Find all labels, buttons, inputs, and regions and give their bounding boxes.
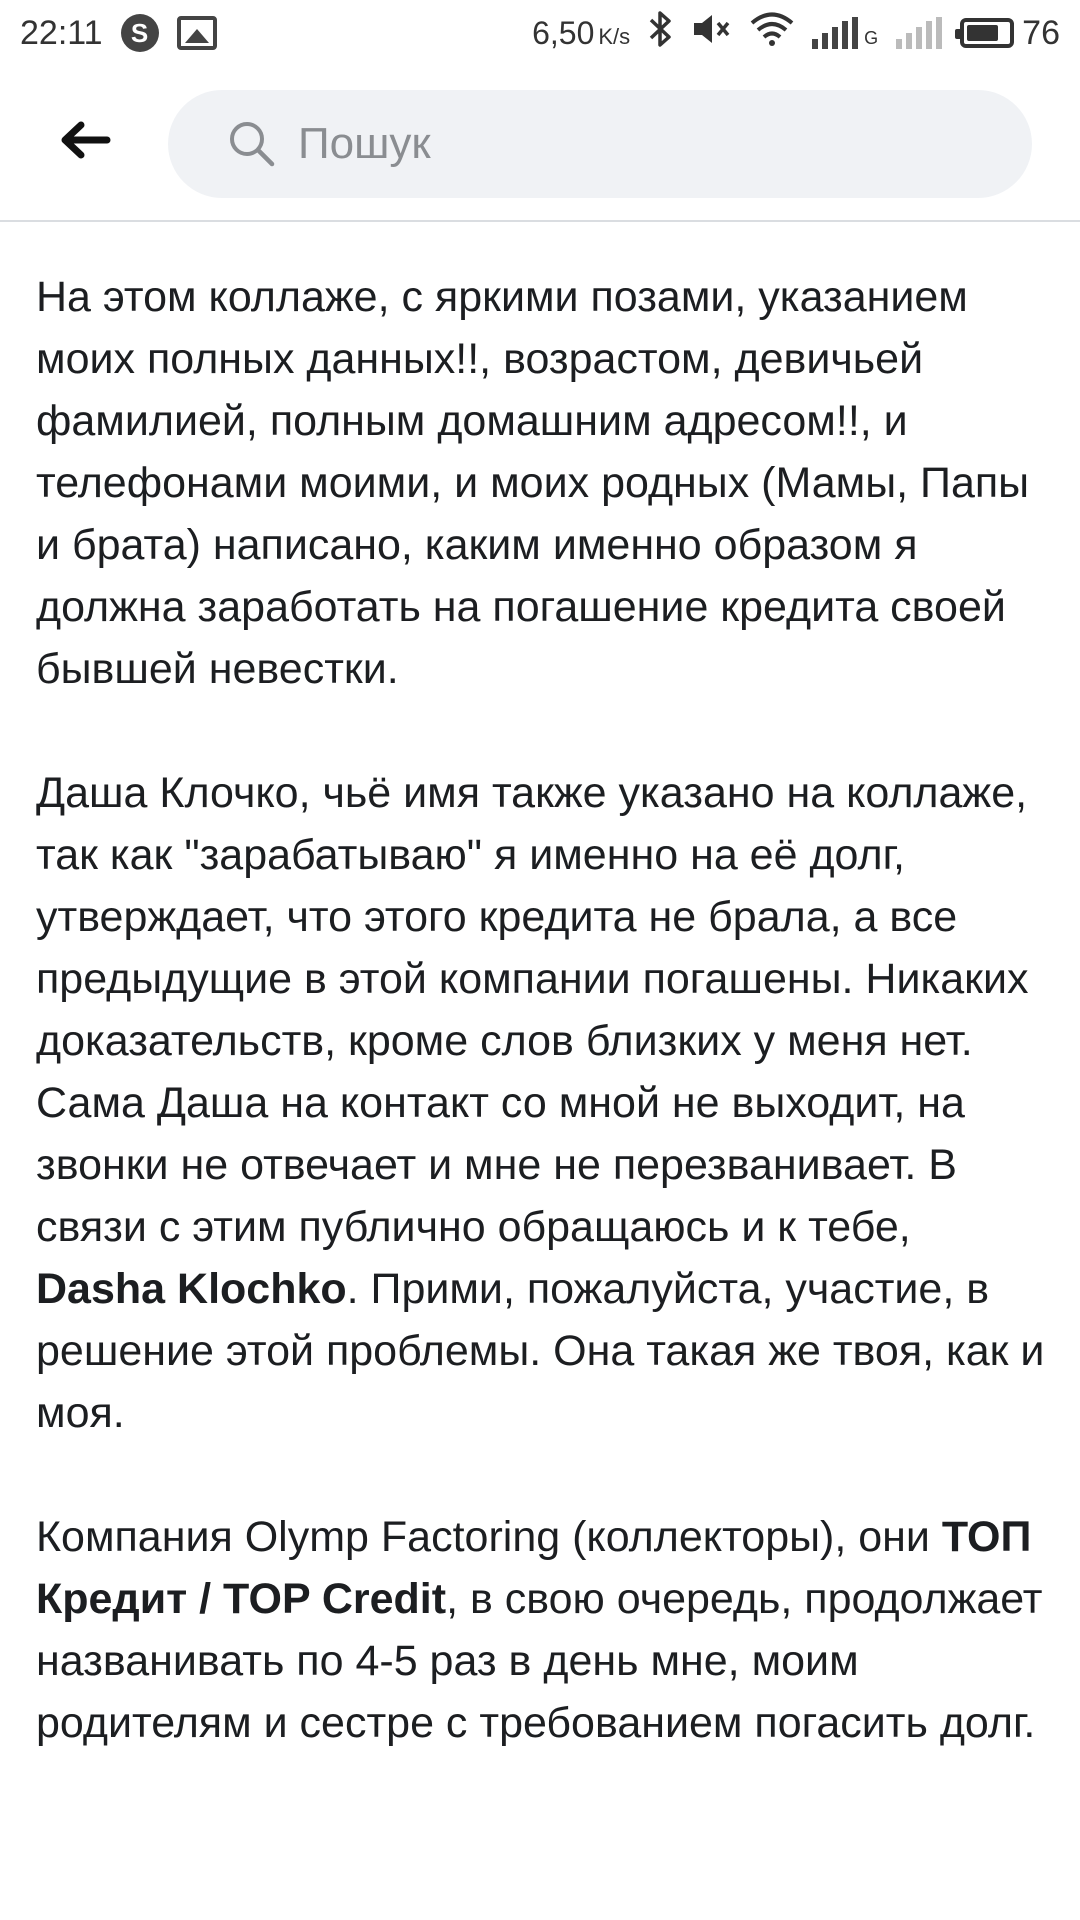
search-header bbox=[0, 66, 1080, 222]
post-paragraph-1: На этом коллаже, с яркими позами, указанием моих полных данных!!, возрастом, девичьей фамилией, полным домашним адресом!!, и телефонами моими, и моих родных (Мамы, Папы и брата) написано, каким именно образом я должна заработать на погашение кредита своей бывшей невестки. bbox=[36, 273, 1030, 693]
status-bar bbox=[0, 0, 1080, 66]
network-speed bbox=[532, 15, 630, 52]
back-button[interactable] bbox=[50, 110, 120, 170]
network-speed-unit: K/s bbox=[598, 23, 631, 49]
status-time: 22:11 bbox=[20, 13, 103, 52]
post-paragraph-2 bbox=[36, 762, 1048, 1444]
signal-strength-icon bbox=[812, 17, 878, 49]
back-arrow-icon bbox=[59, 120, 111, 160]
battery-level: 76 bbox=[1022, 13, 1060, 52]
mention-link[interactable]: Dasha Klochko bbox=[36, 1265, 347, 1313]
search-icon bbox=[226, 118, 278, 170]
post-paragraph-2-text-b: . Прими, пожалуйста, участие, в решение этой проблемы. Она такая же твоя, как и моя. bbox=[36, 1265, 1045, 1437]
bluetooth-icon bbox=[648, 11, 674, 56]
post-paragraph-3-text-a: Компания Olymp Factoring (коллекторы), они bbox=[36, 1513, 942, 1561]
status-bar-right bbox=[532, 11, 1060, 56]
status-bar-left bbox=[20, 14, 217, 53]
search-box[interactable] bbox=[168, 90, 1032, 198]
wifi-icon bbox=[750, 12, 794, 55]
post-paragraph-3-text-b: , в свою очередь, продолжает названивать по 4-5 раз в день мне, моим родителям и сестре с требованием погасить долг. bbox=[36, 1575, 1043, 1747]
skype-icon: S bbox=[121, 14, 159, 52]
post-paragraph-2-text-a: Даша Клочко, чьё имя также указано на коллаже, так как "зарабатываю" я именно на её долг, утверждает, что этого кредита не брала, а все предыдущие в этой компании погашены. Никаких доказательств, кроме слов близких у меня нет. Сама Даша на контакт со мной не выходит, на звонки не отвечает и мне не перезванивает. В связи с этим публично обращаюсь и к тебе, bbox=[36, 769, 1029, 1251]
post-body bbox=[36, 266, 1048, 1816]
search-input[interactable] bbox=[298, 119, 898, 169]
battery-icon bbox=[960, 18, 1014, 48]
mute-icon bbox=[692, 12, 732, 55]
network-speed-value: 6,50 bbox=[532, 14, 595, 51]
post-paragraph-3 bbox=[36, 1506, 1048, 1754]
signal-strength-2-icon bbox=[896, 17, 942, 49]
company-name: ТОП Кредит / TOP Credit bbox=[36, 1513, 1032, 1623]
battery-indicator bbox=[960, 14, 1060, 53]
network-type: G bbox=[864, 28, 879, 48]
photo-icon bbox=[177, 16, 217, 50]
